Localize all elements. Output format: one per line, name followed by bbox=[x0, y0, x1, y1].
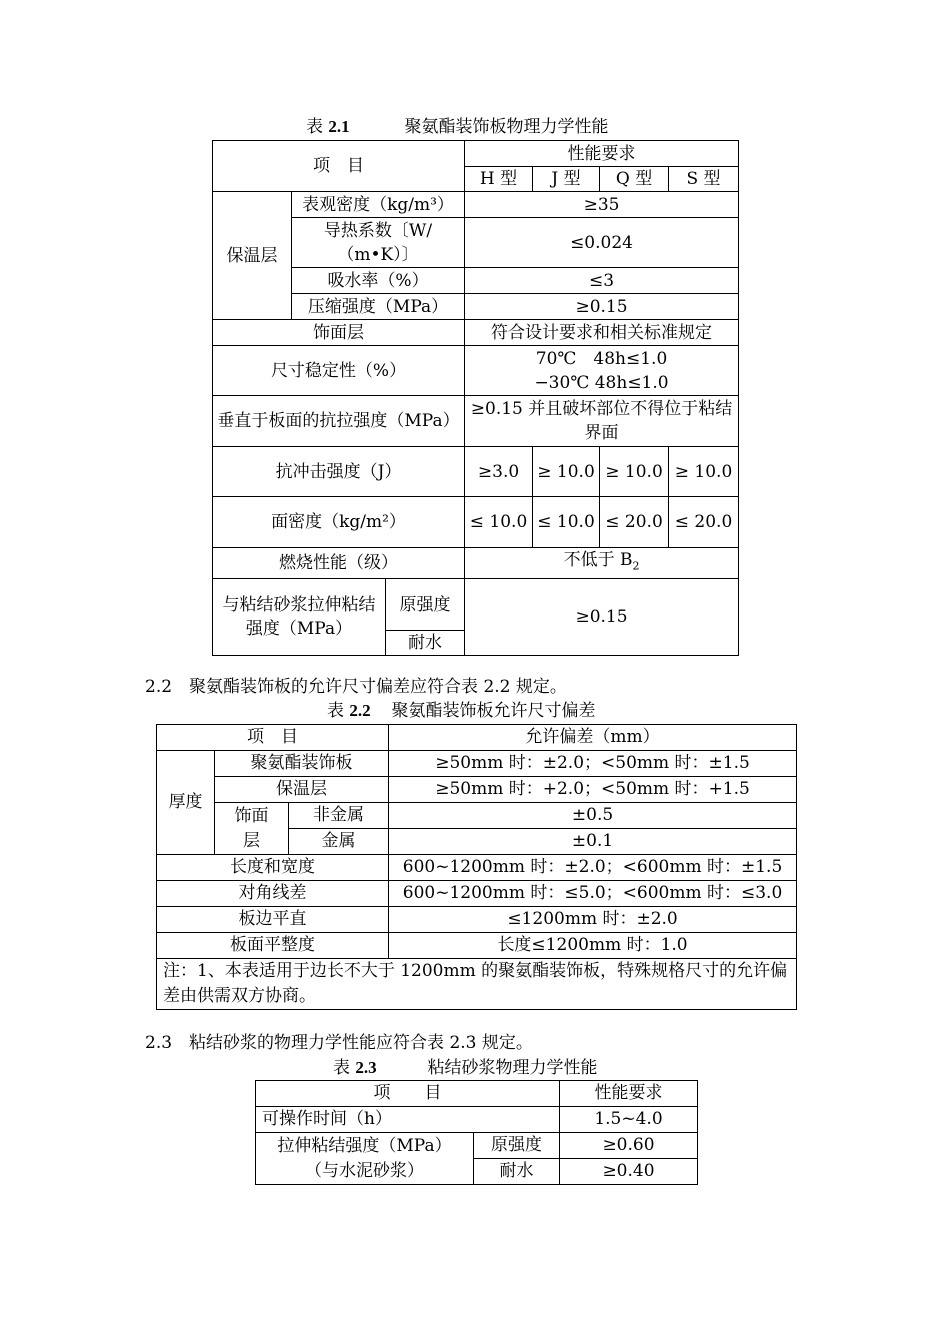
metal-label: 金属 bbox=[289, 829, 389, 855]
caption-title: 聚氨酯装饰板物理力学性能 bbox=[404, 117, 609, 137]
pu-panel-value: ≥50mm 时：±2.0；<50mm 时：±1.5 bbox=[389, 751, 797, 777]
thickness-group: 厚度 bbox=[157, 751, 215, 855]
bond-original-label: 原强度 bbox=[474, 1133, 560, 1159]
impact-h: ≥3.0 bbox=[465, 447, 533, 497]
bond-original: 原强度 bbox=[386, 579, 465, 631]
caption-title: 粘结砂浆物理力学性能 bbox=[427, 1058, 598, 1078]
fire-label: 燃烧性能（级） bbox=[213, 548, 465, 579]
absorption-label: 吸水率（%） bbox=[292, 268, 465, 294]
header-item: 项 目 bbox=[157, 725, 389, 751]
fire-value bbox=[465, 548, 739, 579]
header-requirement: 性能要求 bbox=[465, 141, 739, 167]
impact-s: ≥ 10.0 bbox=[669, 447, 739, 497]
header-deviation: 允许偏差（mm） bbox=[389, 725, 797, 751]
insulation-label: 保温层 bbox=[215, 777, 389, 803]
pu-panel-label: 聚氨酯装饰板 bbox=[215, 751, 389, 777]
bond-original-value: ≥0.60 bbox=[560, 1133, 698, 1159]
conductivity-label: 导热系数〔W/（m•K）〕 bbox=[292, 218, 465, 268]
caption-number: 2.3 bbox=[355, 1058, 377, 1077]
areal-s: ≤ 20.0 bbox=[669, 497, 739, 548]
fire-value-text: 不低于 B bbox=[563, 550, 633, 570]
table-2-1 bbox=[212, 140, 739, 656]
nonmetal-label: 非金属 bbox=[289, 803, 389, 829]
compress-label: 压缩强度（MPa） bbox=[292, 294, 465, 320]
edge-straightness-value: ≤1200mm 时：±2.0 bbox=[389, 907, 797, 933]
header-type-q: Q 型 bbox=[600, 167, 669, 192]
areal-h: ≤ 10.0 bbox=[465, 497, 533, 548]
fire-value-subscript: 2 bbox=[632, 559, 640, 573]
section-2-3-text: 2.3 粘结砂浆的物理力学性能应符合表 2.3 规定。 bbox=[145, 1033, 533, 1053]
stability-value-line2: −30℃ 48h≤1.0 bbox=[534, 372, 669, 393]
areal-label: 面密度（kg/m²） bbox=[213, 497, 465, 548]
insulation-value: ≥50mm 时：+2.0；<50mm 时：+1.5 bbox=[389, 777, 797, 803]
impact-j: ≥ 10.0 bbox=[533, 447, 600, 497]
areal-j: ≤ 10.0 bbox=[533, 497, 600, 548]
length-width-label: 长度和宽度 bbox=[157, 855, 389, 881]
caption-prefix: 表 bbox=[327, 701, 344, 721]
finish-label: 饰面层 bbox=[213, 320, 465, 346]
work-time-value: 1.5~4.0 bbox=[560, 1107, 698, 1133]
diagonal-label: 对角线差 bbox=[157, 881, 389, 907]
caption-title: 聚氨酯装饰板允许尺寸偏差 bbox=[391, 701, 596, 721]
bond-water-label: 耐水 bbox=[474, 1159, 560, 1185]
header-type-h: H 型 bbox=[465, 167, 533, 192]
bond-value: ≥0.15 bbox=[465, 579, 739, 656]
stability-value-line1: 70℃ 48h≤1.0 bbox=[535, 348, 668, 369]
bond-strength-label: 拉伸粘结强度（MPa）（与水泥砂浆） bbox=[256, 1133, 474, 1185]
compress-value: ≥0.15 bbox=[465, 294, 739, 320]
caption-number: 2.1 bbox=[328, 117, 350, 136]
header-requirement: 性能要求 bbox=[560, 1081, 698, 1107]
flatness-value: 长度≤1200mm 时：1.0 bbox=[389, 933, 797, 959]
density-label: 表观密度（kg/m³） bbox=[292, 192, 465, 218]
work-time-label: 可操作时间（h） bbox=[256, 1107, 560, 1133]
caption-number: 2.2 bbox=[349, 701, 371, 720]
bond-water-value: ≥0.40 bbox=[560, 1159, 698, 1185]
finish-value: 符合设计要求和相关标准规定 bbox=[465, 320, 739, 346]
absorption-value: ≤3 bbox=[465, 268, 739, 294]
section-2-2-text: 2.2 聚氨酯装饰板的允许尺寸偏差应符合表 2.2 规定。 bbox=[145, 677, 567, 697]
areal-q: ≤ 20.0 bbox=[600, 497, 669, 548]
table-2-3 bbox=[255, 1080, 698, 1185]
nonmetal-value: ±0.5 bbox=[389, 803, 797, 829]
length-width-value: 600~1200mm 时：±2.0；<600mm 时：±1.5 bbox=[389, 855, 797, 881]
stability-value bbox=[465, 346, 739, 396]
impact-label: 抗冲击强度（J） bbox=[213, 447, 465, 497]
header-type-s: S 型 bbox=[669, 167, 739, 192]
impact-q: ≥ 10.0 bbox=[600, 447, 669, 497]
density-value: ≥35 bbox=[465, 192, 739, 218]
table-note: 注：1、本表适用于边长不大于 1200mm 的聚氨酯装饰板，特殊规格尺寸的允许偏差由供需双方协商。 bbox=[157, 959, 797, 1010]
tensile-label: 垂直于板面的抗拉强度（MPa） bbox=[213, 396, 465, 447]
edge-straightness-label: 板边平直 bbox=[157, 907, 389, 933]
table-2-2-caption bbox=[327, 700, 595, 722]
tensile-value: ≥0.15 并且破坏部位不得位于粘结界面 bbox=[465, 396, 739, 447]
caption-prefix: 表 bbox=[306, 117, 323, 137]
flatness-label: 板面平整度 bbox=[157, 933, 389, 959]
header-type-j: J 型 bbox=[533, 167, 600, 192]
insulation-group: 保温层 bbox=[213, 192, 292, 320]
conductivity-value: ≤0.024 bbox=[465, 218, 739, 268]
diagonal-value: 600~1200mm 时：≤5.0；<600mm 时：≤3.0 bbox=[389, 881, 797, 907]
table-2-1-caption bbox=[306, 116, 608, 138]
table-2-3-caption bbox=[333, 1057, 597, 1079]
stability-label: 尺寸稳定性（%） bbox=[213, 346, 465, 396]
header-item: 项 目 bbox=[256, 1081, 560, 1107]
metal-value: ±0.1 bbox=[389, 829, 797, 855]
caption-prefix: 表 bbox=[333, 1058, 350, 1078]
header-item: 项 目 bbox=[213, 141, 465, 192]
bond-water: 耐水 bbox=[386, 631, 465, 656]
bond-label: 与粘结砂浆拉伸粘结强度（MPa） bbox=[213, 579, 386, 656]
finish-group: 饰面层 bbox=[215, 803, 289, 855]
table-2-2 bbox=[156, 724, 797, 1010]
